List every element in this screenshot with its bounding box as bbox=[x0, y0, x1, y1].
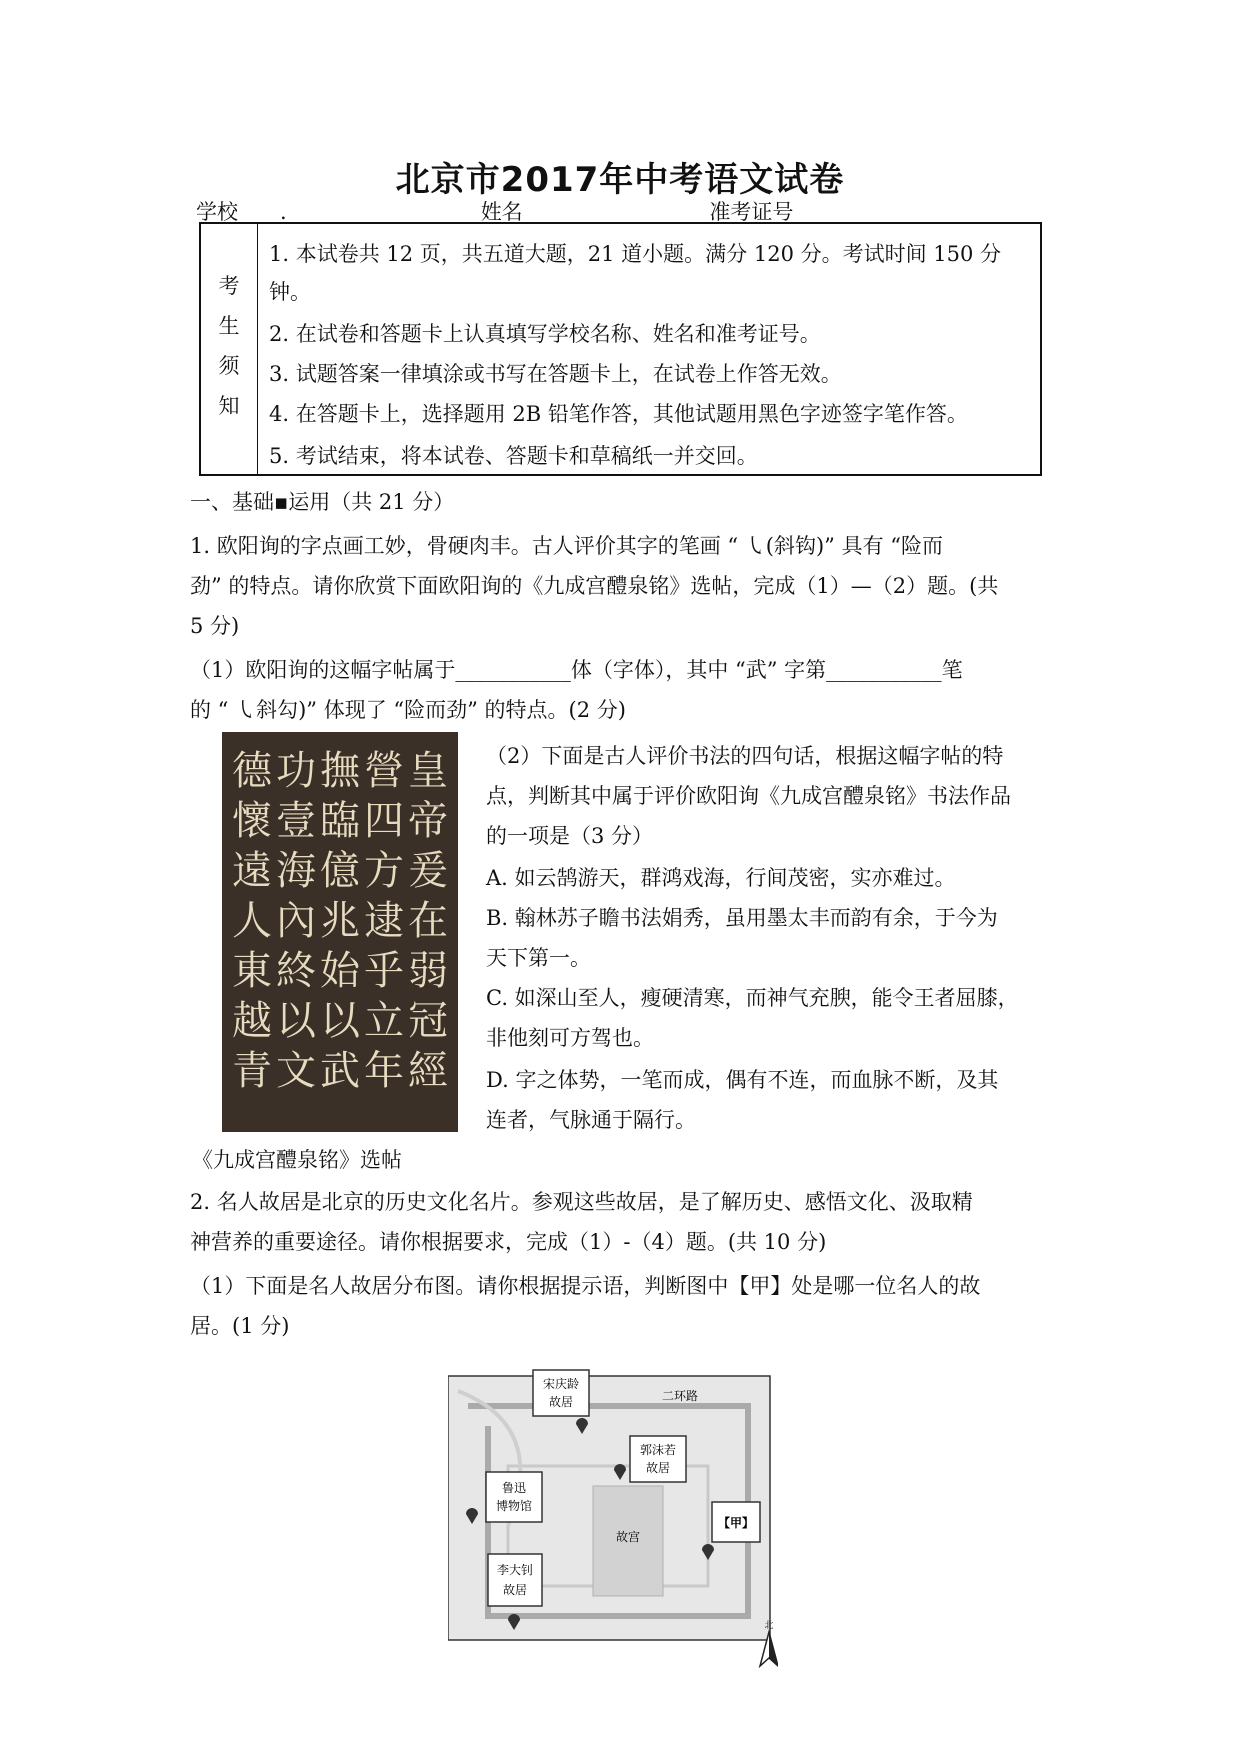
question-text: 2. 名人故居是北京的历史文化名片。参观这些故居，是了解历史、感悟文化、汲取精 bbox=[190, 1190, 973, 1214]
map-label: 故居 bbox=[645, 1461, 671, 1475]
school-field[interactable]: 学校____.______________ bbox=[196, 200, 434, 224]
option-c: 非他刻可方驾也。 bbox=[486, 1026, 654, 1050]
map-label: 故宫 bbox=[615, 1530, 641, 1544]
map-label: 二环路 bbox=[661, 1389, 699, 1403]
option-a: A. 如云鹄游天，群鸿戏海，行间茂密，实亦难过。 bbox=[486, 866, 956, 890]
map-label: 鲁迅 bbox=[501, 1481, 527, 1495]
instructions-label-column bbox=[201, 224, 258, 474]
calligraphy-column: 撫 臨 億 兆 始 以 武 bbox=[320, 748, 360, 1094]
question-text: （1）欧阳询的这幅字帖属于___________体（字体），其中 “武” 字第___________笔 bbox=[190, 658, 963, 682]
calligraphy-column: 營 四 方 逮 乎 立 年 bbox=[364, 748, 404, 1094]
question-text: 的 “ ㇂斜勾)” 体现了 “险而劲” 的特点。(2 分) bbox=[190, 698, 626, 722]
calligraphy-rubbing-image bbox=[222, 732, 458, 1132]
map-label: 故居 bbox=[548, 1395, 574, 1409]
former-residences-map bbox=[448, 1366, 778, 1674]
question-text: 1. 欧阳询的字点画工妙，骨硬肉丰。古人评价其字的笔画 “ ㇂(斜钩)” 具有 “险而 bbox=[190, 534, 944, 558]
instruction-item: 4. 在答题卡上，选择题用 2B 铅笔作答，其他试题用黑色字迹签字笔作答。 bbox=[269, 402, 968, 426]
instruction-item: 1. 本试卷共 12 页，共五道大题，21 道小题。满分 120 分。考试时间 150 分 bbox=[269, 242, 1002, 266]
map-label: 【甲】 bbox=[717, 1516, 755, 1530]
image-caption: 《九成宫醴泉铭》选帖 bbox=[192, 1148, 402, 1172]
option-d: 连者，气脉通于隔行。 bbox=[486, 1108, 696, 1132]
map-label: 宋庆龄 bbox=[542, 1377, 580, 1391]
map-label: 北 bbox=[764, 1621, 774, 1631]
instructions-label-char: 生 bbox=[218, 314, 240, 338]
map-label: 博物馆 bbox=[495, 1499, 533, 1513]
option-b: 天下第一。 bbox=[486, 946, 591, 970]
instructions-label-char: 知 bbox=[218, 394, 240, 418]
question-text: 居。(1 分) bbox=[190, 1314, 290, 1338]
option-c: C. 如深山至人，瘦硬清寒，而神气充腴，能令王者屈膝， bbox=[486, 986, 1019, 1010]
map-label: 郭沫若 bbox=[639, 1443, 677, 1457]
question-text: 点，判断其中属于评价欧阳询《九成宫醴泉铭》书法作品 bbox=[486, 784, 1011, 808]
exam-instructions-box bbox=[199, 222, 1042, 476]
map-label: 李大钊 bbox=[496, 1563, 534, 1577]
instruction-item: 2. 在试卷和答题卡上认真填写学校名称、姓名和准考证号。 bbox=[269, 322, 821, 346]
instruction-item: 钟。 bbox=[269, 280, 311, 304]
question-text: 5 分) bbox=[190, 614, 240, 638]
calligraphy-column: 皇 帝 爰 在 弱 冠 經 bbox=[408, 748, 448, 1094]
page-title: 北京市2017年中考语文试卷 bbox=[395, 160, 845, 200]
calligraphy-column: 功 壹 海 內 終 以 文 bbox=[276, 748, 316, 1094]
section-heading: 一、基础▪运用（共 21 分） bbox=[190, 490, 455, 514]
question-text: 神营养的重要途径。请你根据要求，完成（1）-（4）题。(共 10 分) bbox=[190, 1230, 827, 1254]
instruction-item: 3. 试题答案一律填涂或书写在答题卡上，在试卷上作答无效。 bbox=[269, 362, 842, 386]
option-d: D. 字之体势，一笔而成，偶有不连，而血脉不断，及其 bbox=[486, 1068, 999, 1092]
instructions-label-char: 考 bbox=[218, 274, 240, 298]
name-field[interactable]: 姓名___________ bbox=[480, 200, 639, 224]
map-label: 故居 bbox=[502, 1583, 528, 1597]
question-text: 劲” 的特点。请你欣赏下面欧阳询的《九成宫醴泉铭》选帖，完成（1）—（2）题。(共 bbox=[190, 574, 999, 598]
question-text: （2）下面是古人评价书法的四句话，根据这幅字帖的特 bbox=[486, 744, 1004, 768]
instruction-item: 5. 考试结束，将本试卷、答题卡和草稿纸一并交回。 bbox=[269, 444, 758, 468]
calligraphy-column: 德 懷 遠 人 東 越 青 bbox=[232, 748, 272, 1094]
exam-id-field[interactable]: 准考证号_________________ bbox=[709, 200, 972, 224]
question-text: 的一项是（3 分） bbox=[486, 824, 654, 848]
question-text: （1）下面是名人故居分布图。请你根据提示语，判断图中【甲】处是哪一位名人的故 bbox=[190, 1274, 981, 1298]
option-b: B. 翰林苏子瞻书法娟秀，虽用墨太丰而韵有余，于今为 bbox=[486, 906, 998, 930]
instructions-label-char: 须 bbox=[218, 354, 240, 378]
